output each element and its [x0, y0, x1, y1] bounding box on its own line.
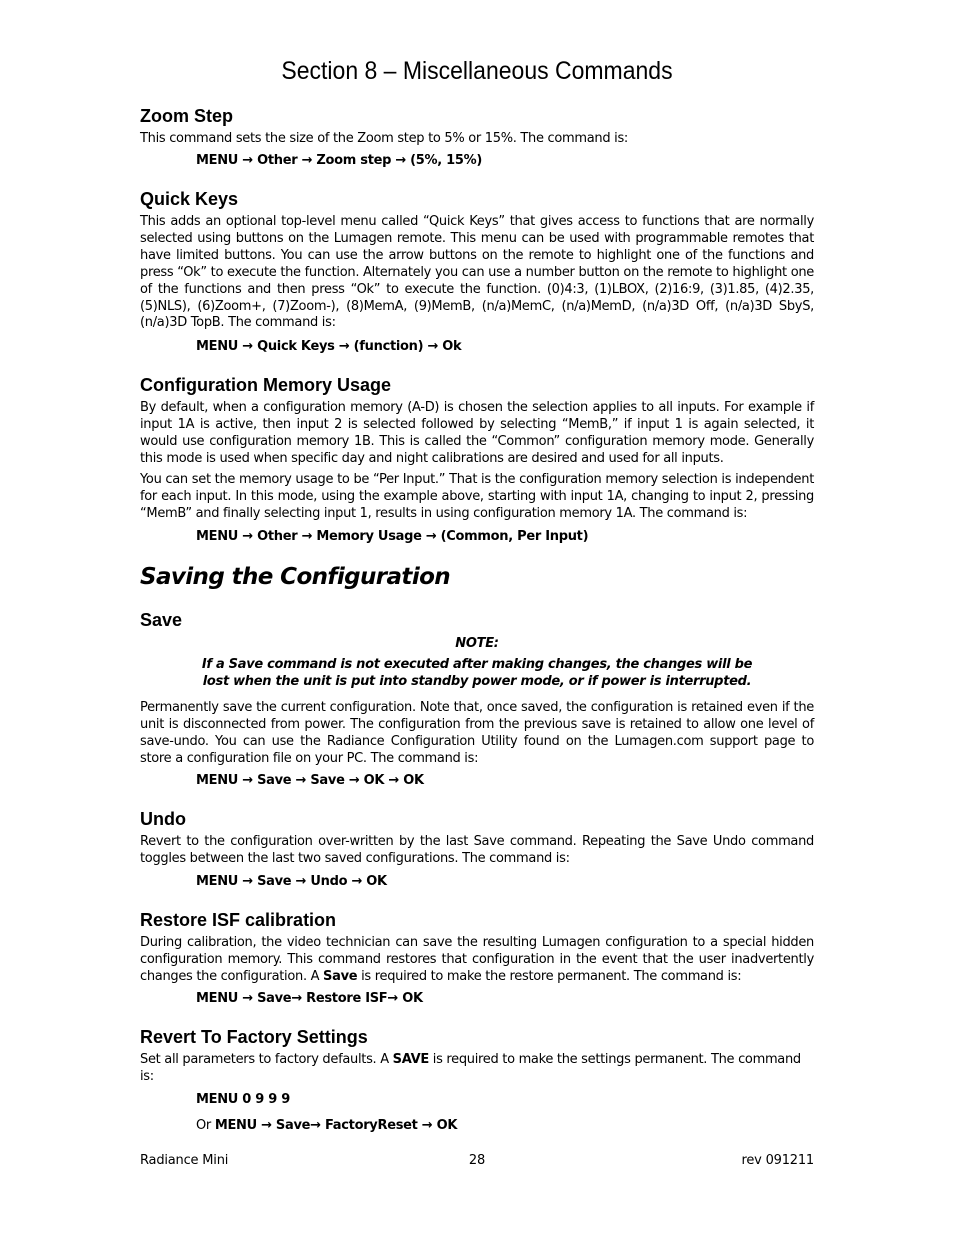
restore-isf-command: MENU → Save→ Restore ISF→ OK: [196, 991, 423, 1006]
config-memory-body-1: By default, when a configuration memory (A-D) is chosen the selection applies to all inputs. For example if input 1A is active, then input 2 is selected followed by selecting “MemB,” if input 1 is again selected, it would use configuration memory 1B. This is called the “Common” configuration memory mode. Generally this mode is used when specific day and night calibrations are desired and used for all inputs.: [140, 400, 814, 466]
quick-keys-body: This adds an optional top-level menu called “Quick Keys” that gives access to functions that are normally selected using buttons on the Lumagen remote. This menu can be used with programmable remotes that have limited buttons. You can use the arrow buttons on the remote to highlight one of the functions and press “Ok” to execute the function. Alternately you can use a number button on the remote to highlight one of the functions and then press “Ok” to execute the function. (0)4:3, (1)LBOX, (2)16:9, (3)1.85, (4)2.35, (5)NLS), (6)Zoom+, (7)Zoom-), (8)MemA, (9)MemB, (n/a)MemC, (n/a)MemD, (n/a)3D Off, (n/a)3D SbyS, (n/a)3D TopB. The command is:: [140, 214, 814, 331]
heading-save: Save: [140, 610, 183, 630]
section-title: Section 8 – Miscellaneous Commands: [281, 57, 673, 85]
footer-product: Radiance Mini: [140, 1153, 229, 1168]
zoom-step-command: MENU → Other → Zoom step → (5%, 15%): [196, 153, 483, 168]
save-note-line-2: lost when the unit is put into standby power mode, or if power is interrupted.: [202, 674, 752, 689]
page-footer: [140, 1152, 814, 1170]
restore-isf-body-pre: During calibration, the video technician can save the resulting Lumagen configuration to a special hidden configuration memory. This command restores that configuration in the event that the user inadvertently changes the configuration. A: [140, 935, 814, 984]
undo-body: Revert to the configuration over-written by the last Save command. Repeating the Save Undo command toggles between the last two saved configurations. The command is:: [140, 834, 814, 866]
footer-page-number: 28: [468, 1153, 486, 1168]
undo-command: MENU → Save → Undo → OK: [196, 874, 387, 889]
quick-keys-command: MENU → Quick Keys → (function) → Ok: [196, 339, 462, 354]
save-note-line-1: If a Save command is not executed after making changes, the changes will be: [201, 657, 753, 672]
restore-isf-body: [140, 935, 814, 986]
heading-config-memory: Configuration Memory Usage: [140, 375, 392, 395]
heading-undo: Undo: [140, 809, 186, 829]
heading-restore-isf: Restore ISF calibration: [140, 910, 337, 930]
factory-command-2-prefix: Or: [196, 1118, 215, 1133]
config-memory-body-2: You can set the memory usage to be “Per Input.” That is the configuration memory selection is independent for each input. In this mode, using the example above, starting with input 1A, changing to input 2, pressing “MemB” and finally selecting input 1, results in using configuration memory 1A. The command is:: [140, 472, 814, 521]
factory-command-2: [196, 1117, 457, 1134]
config-memory-command: MENU → Other → Memory Usage → (Common, Per Input): [196, 529, 589, 544]
heading-quick-keys: Quick Keys: [140, 189, 239, 209]
save-body: Permanently save the current configuration. Note that, once saved, the configuration is retained even if the unit is disconnected from power. The configuration from the previous save is retained to allow one level of save-undo. You can use the Radiance Configuration Utility found on the Lumagen.com support page to store a configuration file on your PC. The command is:: [140, 700, 814, 766]
save-command: MENU → Save → Save → OK → OK: [196, 773, 424, 788]
factory-command-1: MENU 0 9 9 9: [196, 1092, 290, 1107]
heading-zoom-step: Zoom Step: [140, 106, 233, 126]
restore-isf-body-post: is required to make the restore permanent. The command is:: [357, 968, 742, 984]
heading-factory-settings: Revert To Factory Settings: [140, 1027, 368, 1047]
restore-isf-body-bold: Save: [323, 968, 358, 984]
footer-revision: rev 091211: [741, 1153, 814, 1168]
factory-body-pre: Set all parameters to factory defaults. A: [140, 1052, 393, 1067]
factory-body-bold: SAVE: [392, 1052, 429, 1067]
saving-configuration-title: Saving the Configuration: [140, 564, 451, 590]
save-note-label: NOTE:: [455, 636, 499, 651]
zoom-step-body: This command sets the size of the Zoom step to 5% or 15%. The command is:: [140, 131, 629, 146]
factory-body: [140, 1052, 814, 1086]
factory-command-2-text: MENU → Save→ FactoryReset → OK: [214, 1118, 458, 1133]
factory-body-post: is required to make the settings permanent. The command is:: [140, 1052, 801, 1084]
